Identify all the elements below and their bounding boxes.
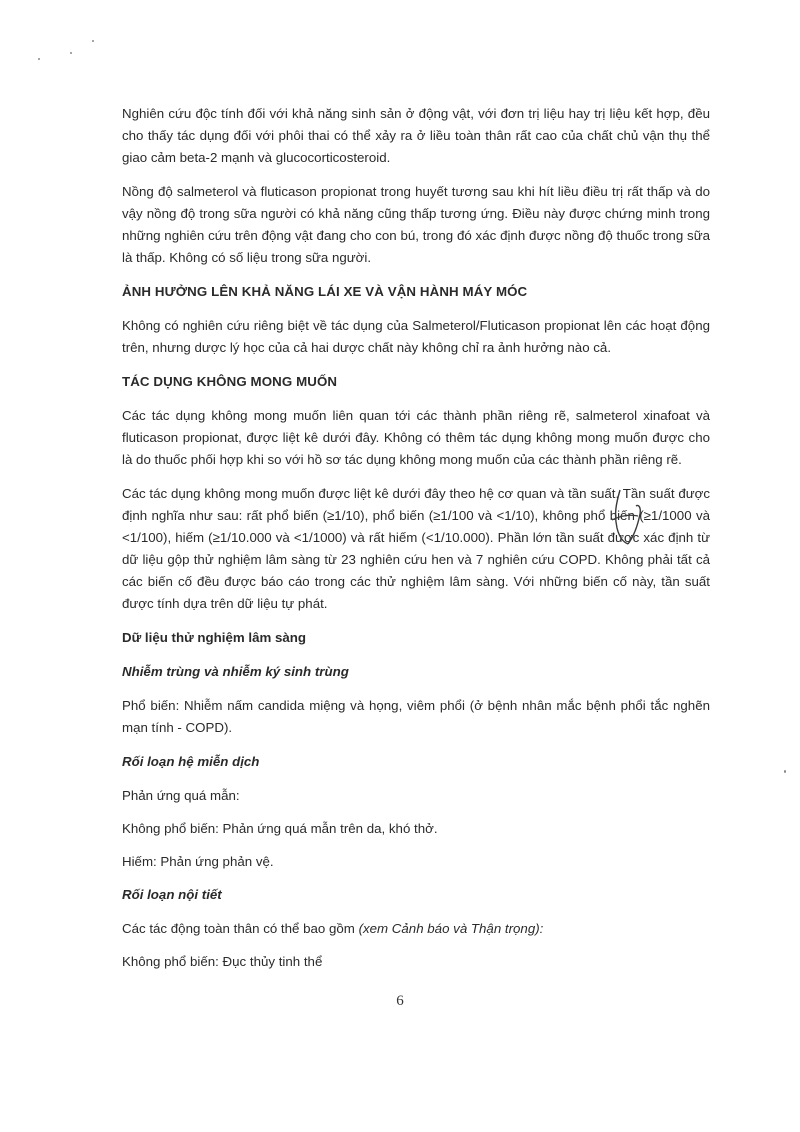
- paragraph-systemic-effects: [122, 918, 710, 940]
- paragraph-reproductive-toxicity: Nghiên cứu độc tính đối với khả năng sinh sản ở động vật, với đơn trị liệu hay trị liệu kết hợp, đều cho thấy tác dụng đối với phôi thai có thể xảy ra ở liều toàn thân rất cao của chất chủ vận thụ thể giao cảm beta-2 mạnh và glucocorticosteroid.: [122, 106, 710, 165]
- systemic-effects-reference: (xem Cảnh báo và Thận trọng):: [358, 921, 544, 936]
- paragraph-frequency-definitions: Các tác dụng không mong muốn được liệt kê dưới đây theo hệ cơ quan và tần suất. Tần suất được định nghĩa như sau: rất phổ biến (≥1/10), phổ biến (≥1/100 và <1/10), không phổ biến (≥1/1000 và <1/100), hiếm (≥1/10.000 và <1/1000) và rất hiếm (<1/10.000). Phần lớn tần suất được xác định từ dữ liệu gộp thử nghiệm lâm sàng từ 23 nghiên cứu hen và 7 nghiên cứu COPD. Không phải tất cả các biến cố đều được báo cáo trong các thử nghiệm lâm sàng. Với những biến cố này, tần suất được tính dựa trên dữ liệu tự phát.: [122, 486, 710, 611]
- heading-endocrine-disorders: Rối loạn nội tiết: [122, 887, 222, 902]
- heading-clinical-trial-data: Dữ liệu thử nghiệm lâm sàng: [122, 630, 307, 645]
- paragraph-hypersensitivity: Phản ứng quá mẫn:: [122, 788, 240, 803]
- heading-adverse-effects: TÁC DỤNG KHÔNG MONG MUỐN: [122, 374, 338, 389]
- scan-speck: [38, 58, 40, 60]
- paragraph-uncommon-hypersensitivity: Không phổ biến: Phản ứng quá mẫn trên da, khó thở.: [122, 821, 438, 836]
- paragraph-anaphylaxis: Hiếm: Phản ứng phản vệ.: [122, 854, 274, 869]
- systemic-effects-text: Các tác động toàn thân có thể bao gồm: [122, 921, 359, 936]
- heading-immune-disorders: Rối loạn hệ miễn dịch: [122, 754, 260, 769]
- handwritten-mark-icon: [590, 484, 660, 554]
- scan-speck: [70, 52, 72, 54]
- scan-speck: [92, 40, 94, 42]
- paragraph-adverse-intro: Các tác dụng không mong muốn liên quan tới các thành phần riêng rẽ, salmeterol xinafoat và fluticason propionat, được liệt kê dưới đây. Không có thêm tác dụng không mong muốn được cho là do thuốc phối hợp khi so với hồ sơ tác dụng không mong muốn của các thành phần riêng rẽ.: [122, 408, 710, 467]
- heading-driving: ẢNH HƯỞNG LÊN KHẢ NĂNG LÁI XE VÀ VẬN HÀNH MÁY MÓC: [122, 284, 528, 299]
- page-number: 6: [396, 993, 404, 1009]
- scan-speck: [784, 770, 786, 773]
- paragraph-cataract: Không phổ biến: Đục thủy tinh thể: [122, 954, 323, 969]
- paragraph-breast-milk: Nồng độ salmeterol và fluticason propionat trong huyết tương sau khi hít liều điều trị rất thấp và do vậy nồng độ trong sữa người có khả năng cũng thấp tương ứng. Điều này được chứng minh trong những nghiên cứu trên động vật đang cho con bú, trong đó xác định được nồng độ thuốc trong sữa là thấp. Không có số liệu trong sữa người.: [122, 184, 710, 265]
- heading-infections: Nhiễm trùng và nhiễm ký sinh trùng: [122, 664, 349, 679]
- paragraph-driving: Không có nghiên cứu riêng biệt về tác dụng của Salmeterol/Fluticason propionat lên các hoạt động trên, nhưng dược lý học của cả hai dược chất này không chỉ ra ảnh hưởng nào cả.: [122, 318, 710, 355]
- paragraph-infections: Phổ biến: Nhiễm nấm candida miệng và họng, viêm phổi (ở bệnh nhân mắc bệnh phổi tắc nghẽn mạn tính - COPD).: [122, 698, 710, 735]
